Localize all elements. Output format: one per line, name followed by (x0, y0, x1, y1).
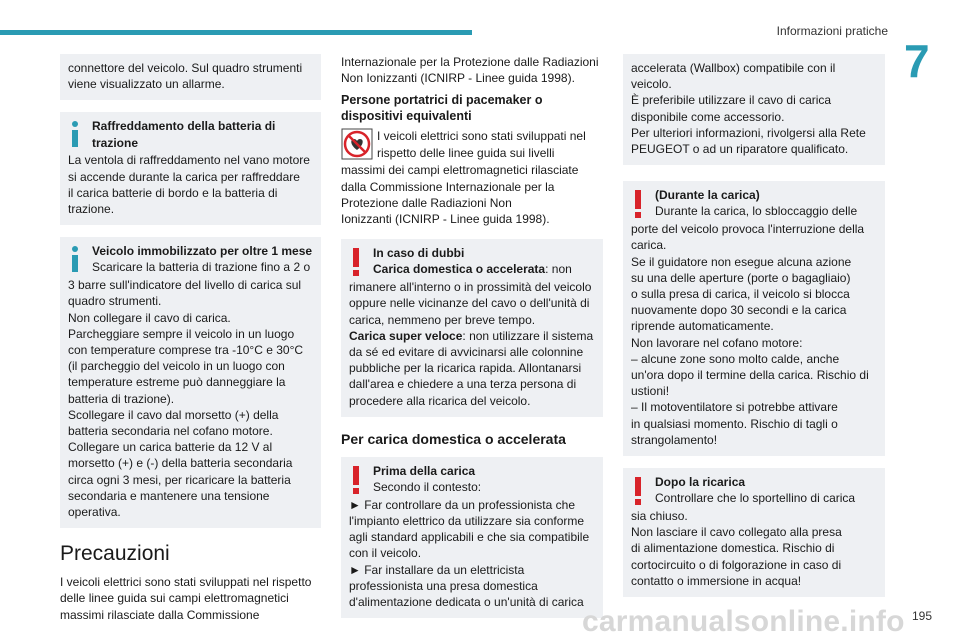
page-number: 195 (911, 609, 932, 623)
warning-icon (349, 463, 373, 497)
text-line (349, 328, 595, 344)
text-line: – alcune zone sono molto calde, anche (631, 351, 840, 366)
text-line: carica, nemmeno per breve tempo. (349, 312, 536, 327)
subheading-line: Persone portatrici di pacemaker o (341, 93, 543, 108)
text-line: l'impianto elettrico da utilizzare sia conforme (349, 514, 585, 529)
text-line: Controllare che lo sportellino di carica (655, 491, 856, 506)
subheading-pacemaker (341, 92, 603, 124)
text-line: morsetto (+) e (-) della batteria secondaria (68, 456, 293, 471)
text-line: Durante la carica, lo sbloccaggio delle (655, 204, 858, 219)
text-line: I veicoli elettrici sono stati sviluppati nel rispetto (60, 575, 312, 590)
box-title: In caso di dubbi (373, 246, 465, 261)
text-line: Ionizzanti (ICNIRP - Linee guida 1998). (341, 212, 550, 227)
text-line: con temperature comprese tra -10°C e 30°C (68, 343, 304, 358)
text-line: 3 barre sull'indicatore del livello di carica sul (68, 278, 302, 293)
pacemaker-prohibited-icon (341, 128, 377, 162)
text-line: batteria di trazione). (68, 391, 175, 406)
text-line: Se il guidatore non esegue alcuna azione (631, 254, 852, 269)
text-line: Non lavorare nel cofano motore: (631, 335, 803, 350)
info-box-battery-cooling (60, 112, 321, 225)
warning-icon (631, 474, 655, 508)
warning-box-during-charging (623, 181, 885, 456)
text-line: su una delle aperture (porte o bagagliaio) (631, 270, 851, 285)
text-line: La ventola di raffreddamento nel vano motore (68, 153, 310, 168)
text-line: Non Ionizzanti (ICNIRP - Linee guida 1998). (341, 71, 575, 86)
info-box-immobilized-vehicle (60, 237, 321, 528)
text-line: connettore del veicolo. Sul quadro strumenti (68, 61, 303, 75)
text-line (373, 261, 595, 277)
text-line: da sé ed evitare di avvicinarsi alle colonnine (349, 345, 584, 360)
text-line: viene visualizzato un allarme. (68, 77, 225, 92)
text-line: un'ora dopo il termine della carica. Rischio di (631, 368, 869, 383)
column-2 (341, 54, 603, 630)
text-line: si accende durante la carica per raffreddare (68, 169, 300, 184)
text-line: professionista una presa domestica (349, 578, 538, 593)
warning-icon (349, 245, 373, 279)
box-title: Raffreddamento della batteria di (92, 119, 276, 134)
text-line: riprende automaticamente. (631, 319, 774, 334)
column-3 (623, 54, 885, 609)
warning-box-before-charging (341, 457, 603, 618)
box-title: Prima della carica (373, 463, 476, 478)
text-line: secondaria e mantenere una tensione (68, 488, 270, 503)
text-line: di alimentazione domestica. Rischio di (631, 541, 835, 556)
paragraph-precautions (60, 574, 321, 623)
info-icon (68, 118, 92, 152)
text-line: delle linee guida sui campi elettromagnetici (60, 591, 289, 606)
text-line: Scollegare il cavo dal morsetto (+) della (68, 407, 279, 422)
bold-term: Carica super veloce (349, 328, 463, 343)
text-line: quadro strumenti. (68, 294, 162, 309)
text-line: oppure nelle vicinanze del cavo o dell'unità di (349, 296, 590, 311)
box-title: (Durante la carica) (655, 188, 760, 203)
text-line: dalla Commissione Internazionale per la (341, 179, 555, 194)
section-title-precautions: Precauzioni (60, 542, 170, 566)
text-line: strangolamento! (631, 432, 718, 447)
header-accent-bar (0, 30, 472, 35)
text-line: il carica batterie di bordo e la batteria di (68, 185, 278, 200)
text-line: accelerata (Wallbox) compatibile con il (631, 61, 836, 75)
text-line: Secondo il contesto: (373, 480, 482, 495)
text-line: PEUGEOT o ad un riparatore qualificato. (631, 142, 849, 157)
info-icon (68, 243, 92, 277)
text-line: batteria secondaria nel cofano motore. (68, 424, 273, 439)
text-line: procedere alla ricarica del veicolo. (349, 393, 531, 408)
subheading-line: dispositivi equivalenti (341, 109, 472, 124)
text-line: nuovamente dopo 30 secondi e la carica (631, 303, 847, 318)
text-line: Scaricare la batteria di trazione fino a 2 o (92, 260, 311, 275)
text-line: I veicoli elettrici sono stati sviluppati nel (377, 129, 586, 144)
text-line: in qualsiasi momento. Rischio di tagli o (631, 416, 838, 431)
text-line: rimanere all'interno o in prossimità del veicolo (349, 280, 592, 295)
text-line: d'alimentazione dedicata o un'unità di carica (349, 595, 584, 610)
text-line: Protezione dalle Radiazioni Non (341, 195, 512, 210)
chapter-number: 7 (904, 35, 930, 87)
text-line: veicolo. (631, 77, 672, 92)
text-line: sia chiuso. (631, 509, 688, 524)
section-title-home-charging: Per carica domestica o accelerata (341, 430, 566, 447)
box-title: Veicolo immobilizzato per oltre 1 mese (92, 244, 313, 259)
warning-box-after-charging (623, 468, 885, 597)
text-line: ► Far installare da un elettricista (349, 562, 525, 577)
text-line: Parcheggiare sempre il veicolo in un luogo (68, 326, 295, 341)
text-line: trazione. (68, 202, 115, 217)
text-line: massimi rilasciate dalla Commissione (60, 607, 260, 622)
text-line: Internazionale per la Protezione dalle Radiazioni (341, 55, 599, 69)
text-line: o sulla presa di carica, il veicolo si blocca (631, 287, 850, 302)
text-fragment: : non (545, 262, 572, 277)
column-1 (60, 54, 321, 623)
text-line: porte del veicolo provoca l'interruzione della (631, 222, 865, 237)
header-title: Informazioni pratiche (776, 24, 888, 38)
text-line: operativa. (68, 505, 121, 520)
text-line: carica. (631, 238, 667, 253)
text-line: – Il motoventilatore si potrebbe attivare (631, 400, 838, 415)
text-line: (il parcheggio del veicolo in un luogo con (68, 359, 285, 374)
text-line: dall'area e chiedere a una terza persona di (349, 377, 577, 392)
text-line: rispetto delle linee guida sui livelli (377, 145, 555, 160)
text-line: disponibile come accessorio. (631, 109, 785, 124)
text-line: cortocircuito o di folgorazione in caso di (631, 557, 842, 572)
warning-icon (631, 187, 655, 221)
paragraph-icnirp (341, 54, 603, 86)
text-line: Per ulteriori informazioni, rivolgersi alla Rete (631, 125, 866, 140)
text-line: massimi dei campi elettromagnetici rilasciate (341, 163, 579, 178)
text-line: ► Far controllare da un professionista che (349, 497, 575, 512)
watermark: carmanualsonline.info (582, 605, 905, 638)
note-box-wallbox (623, 54, 885, 165)
box-title: trazione (92, 135, 139, 150)
bold-term: Carica domestica o accelerata (373, 262, 546, 277)
text-line: temperature estreme può danneggiare la (68, 375, 286, 390)
text-line: Collegare un carica batterie da 12 V al (68, 440, 273, 455)
text-line: contatto o immersione in acqua! (631, 573, 802, 588)
text-line: È preferibile utilizzare il cavo di carica (631, 93, 832, 108)
text-line: con il veicolo. (349, 546, 422, 561)
text-line: circa ogni 3 mesi, per ricaricare la batteria (68, 472, 291, 487)
text-line: Non lasciare il cavo collegato alla presa (631, 525, 842, 540)
text-line: agli standard applicabili e che sia compatibile (349, 530, 590, 545)
note-box-connector (60, 54, 321, 100)
text-line: ustioni! (631, 384, 670, 399)
text-line: pubbliche per la ricarica rapida. Allontanarsi (349, 361, 582, 376)
warning-box-in-doubt (341, 239, 603, 417)
text-line: Non collegare il cavo di carica. (68, 310, 231, 325)
paragraph-pacemaker (341, 128, 603, 227)
text-fragment: : non utilizzare il sistema (462, 328, 594, 343)
box-title: Dopo la ricarica (655, 475, 746, 490)
